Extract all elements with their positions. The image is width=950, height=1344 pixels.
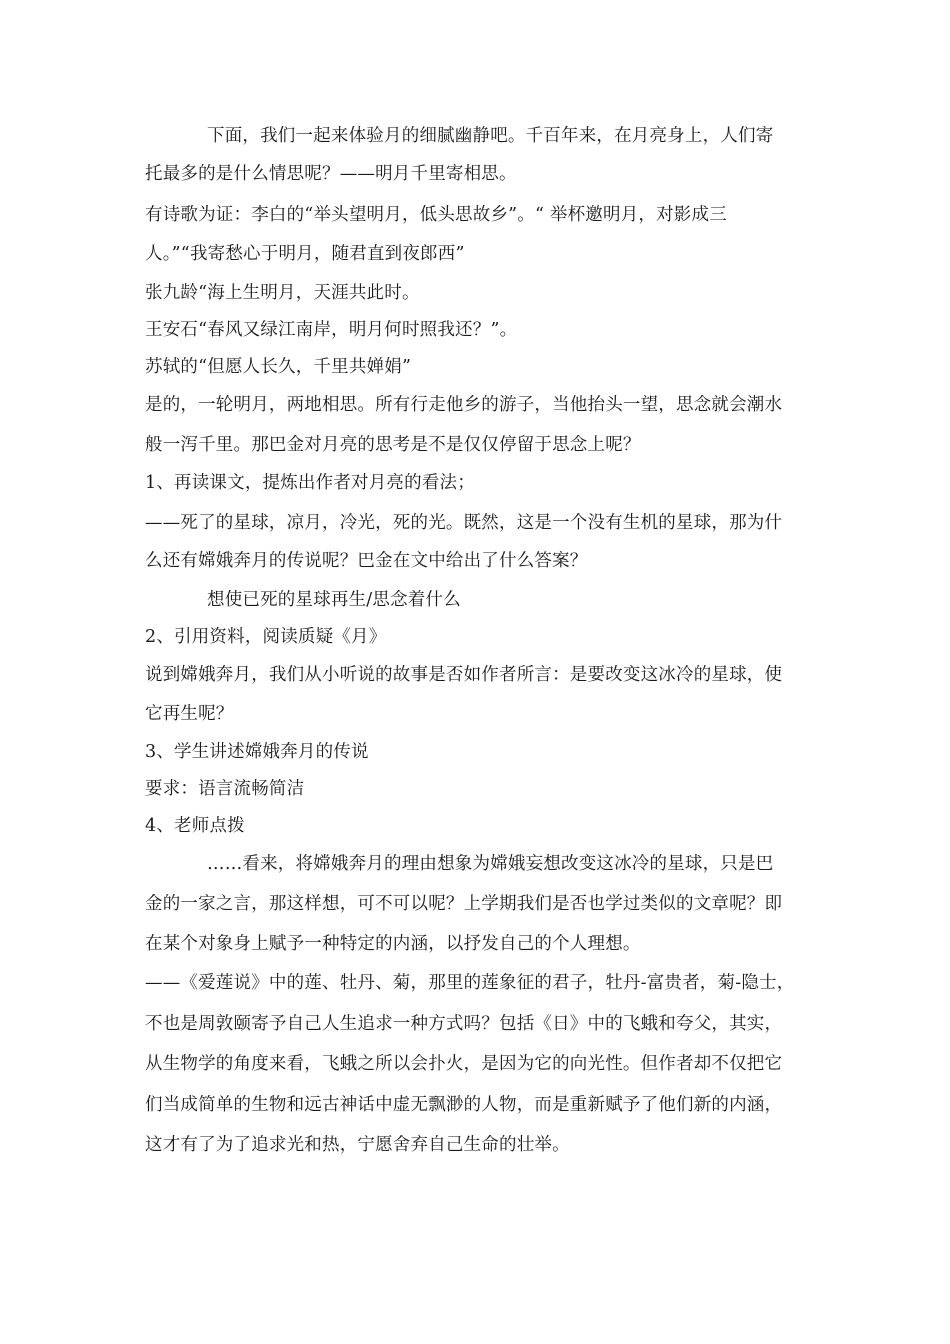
paragraph-line: ……看来，将嫦娥奔月的理由想象为嫦娥妄想改变这冰冷的星球，只是巴 (207, 854, 774, 874)
paragraph-line: 苏轼的“但愿人长久，千里共婵娟” (145, 357, 412, 377)
paragraph-line: ——《爱莲说》中的莲、牡丹、菊，那里的莲象征的君子，牡丹-富贵者，菊-隐士， (145, 973, 795, 993)
list-item-heading: 3、学生讲述嫦娥奔月的传说 (145, 742, 369, 762)
paragraph-line: 在某个对象身上赋予一种特定的内涵，以抒发自己的个人理想。 (145, 934, 641, 954)
paragraph-line: 般一泻千里。那巴金对月亮的思考是不是仅仅停留于思念上呢？ (145, 435, 641, 455)
paragraph-line: 王安石“春风又绿江南岸，明月何时照我还？”。 (145, 320, 518, 340)
paragraph-line: ——死了的星球，凉月，冷光，死的光。既然，这是一个没有生机的星球，那为什 (145, 513, 783, 533)
paragraph-line: 托最多的是什么情思呢？——明月千里寄相思。 (145, 164, 517, 184)
paragraph-line: 有诗歌为证：李白的“举头望明月，低头思故乡”。“ 举杯邀明月，对影成三 (145, 205, 727, 225)
paragraph-line: 要求：语言流畅简洁 (145, 779, 305, 799)
paragraph-line: 说到嫦娥奔月，我们从小听说的故事是否如作者所言：是要改变这冰冷的星球，使 (145, 665, 783, 685)
paragraph-line: 张九龄“海上生明月，天涯共此时。 (145, 283, 420, 303)
paragraph-line: 从生物学的角度来看，飞蛾之所以会扑火，是因为它的向光性。但作者却不仅把它 (145, 1054, 783, 1074)
paragraph-line: 么还有嫦娥奔月的传说呢？巴金在文中给出了什么答案？ (145, 551, 588, 571)
paragraph-line: 们当成简单的生物和远古神话中虚无飘渺的人物，而是重新赋予了他们新的内涵， (145, 1095, 783, 1115)
paragraph-line: 金的一家之言，那这样想，可不可以呢？上学期我们是否也学过类似的文章呢？即 (145, 894, 783, 914)
answer-line: 想使已死的星球再生/思念着什么 (207, 590, 461, 610)
list-item-heading: 4、老师点拨 (145, 816, 245, 836)
list-item-heading: 1、再读课文，提炼出作者对月亮的看法； (145, 473, 475, 493)
paragraph-line: 不也是周敦颐寄予自己人生追求一种方式吗？包括《日》中的飞蛾和夸父，其实， (145, 1014, 783, 1034)
paragraph-line: 这才有了为了追求光和热，宁愿舍弃自己生命的壮举。 (145, 1135, 570, 1155)
paragraph-line: 人。”“我寄愁心于明月，随君直到夜郎西” (145, 244, 465, 264)
paragraph-line: 是的，一轮明月，两地相思。所有行走他乡的游子，当他抬头一望，思念就会潮水 (145, 395, 783, 415)
paragraph-line: 下面，我们一起来体验月的细腻幽静吧。千百年来，在月亮身上，人们寄 (207, 126, 774, 146)
list-item-heading: 2、引用资料，阅读质疑《月》 (145, 627, 387, 647)
paragraph-line: 它再生呢？ (145, 704, 234, 724)
